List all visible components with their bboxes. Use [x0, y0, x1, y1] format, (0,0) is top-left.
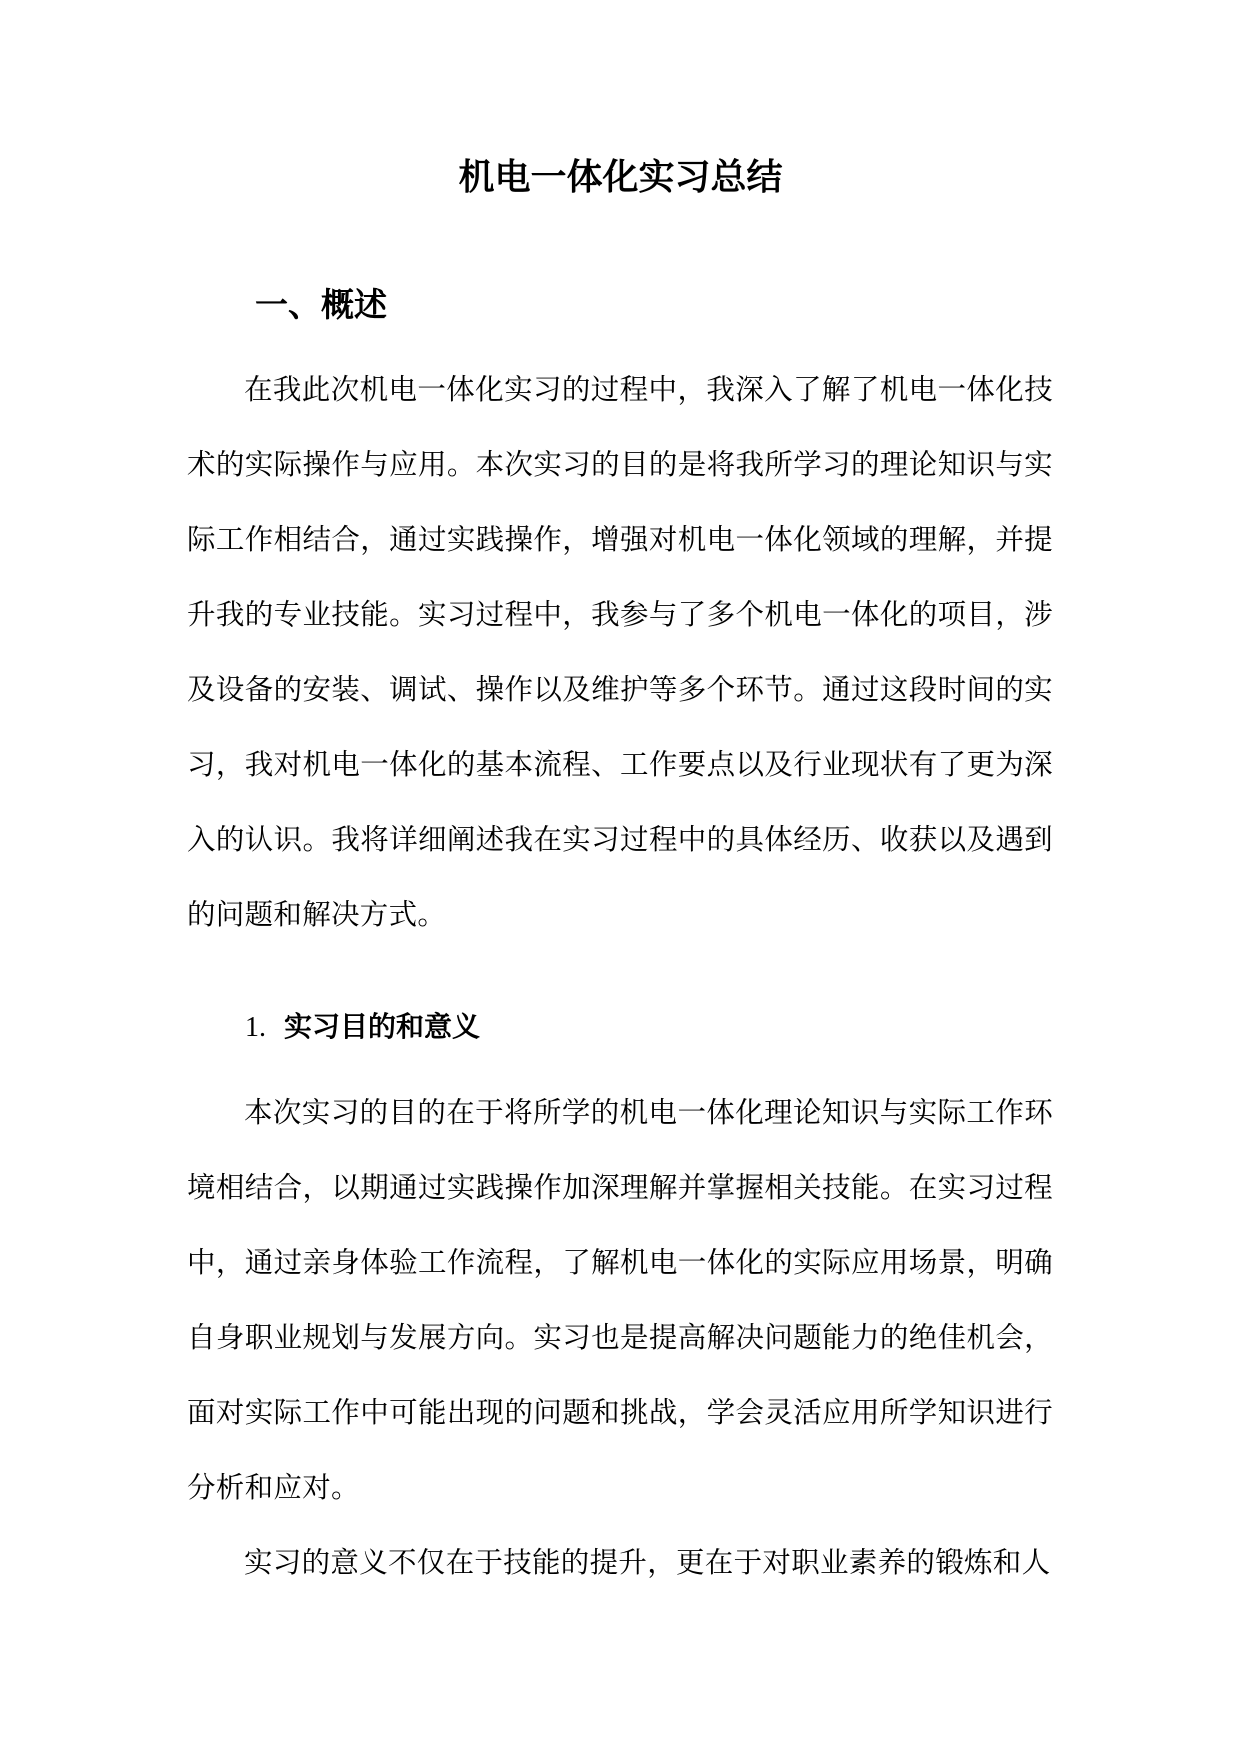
subsection-number: 1.: [245, 1012, 266, 1043]
subsection-heading-purpose: [245, 1005, 480, 1050]
document-title: 机电一体化实习总结: [458, 156, 783, 198]
purpose-paragraph: 本次实习的目的在于将所学的机电一体化理论知识与实际工作环境相结合，以期通过实践操作加深理解并掌握相关技能。在实习过程中，通过亲身体验工作流程，了解机电一体化的实际应用场景，明确自身职业规划与发展方向。实习也是提高解决问题能力的绝佳机会，面对实际工作中可能出现的问题和挑战，学会灵活应用所学知识进行分析和应对。: [187, 1096, 1053, 1504]
subsection-title: 实习目的和意义: [284, 1010, 481, 1043]
section-heading-overview: 一、概述: [255, 285, 387, 324]
significance-paragraph: 实习的意义不仅在于技能的提升，更在于对职业素养的锻炼和人: [244, 1546, 1051, 1579]
overview-paragraph: 在我此次机电一体化实习的过程中，我深入了解了机电一体化技术的实际操作与应用。本次实习的目的是将我所学习的理论知识与实际工作相结合，通过实践操作，增强对机电一体化领域的理解，并提升我的专业技能。实习过程中，我参与了多个机电一体化的项目，涉及设备的安装、调试、操作以及维护等多个环节。通过这段时间的实习，我对机电一体化的基本流程、工作要点以及行业现状有了更为深入的认识。我将详细阐述我在实习过程中的具体经历、收获以及遇到的问题和解决方式。: [187, 373, 1053, 931]
